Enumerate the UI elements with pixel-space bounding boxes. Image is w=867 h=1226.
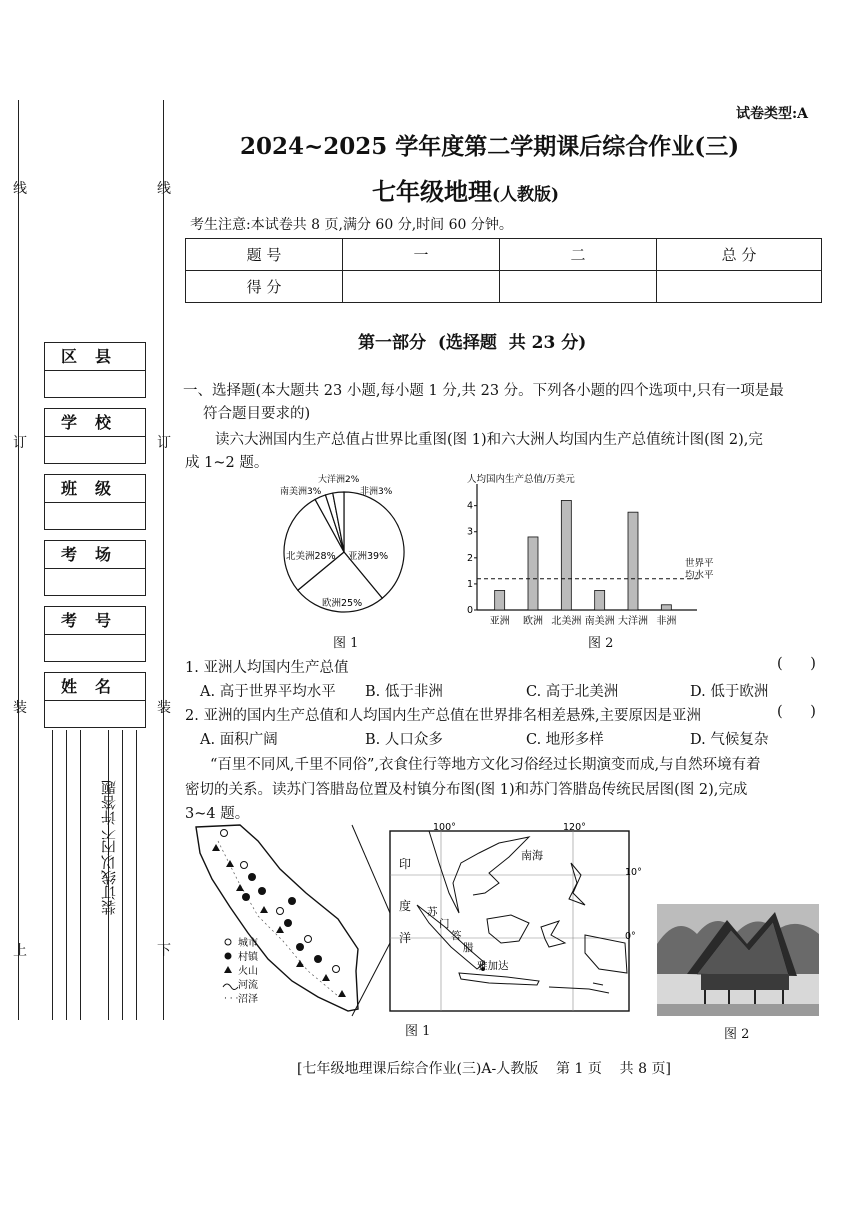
- field-name[interactable]: [44, 672, 146, 728]
- score-table: [185, 238, 822, 303]
- binding-label-inner-1: 线: [157, 181, 171, 197]
- q2-option-d[interactable]: D. 气候复杂: [690, 732, 769, 748]
- section-heading-cont: 符合题目要求的): [203, 406, 311, 422]
- section-heading: 一、选择题(本大题共 23 小题,每小题 1 分,共 23 分。下列各小题的四个选项中,只有一项是最: [183, 383, 784, 399]
- bar: [595, 590, 605, 610]
- field-label: 学校: [45, 409, 145, 437]
- legend-city: 城市: [238, 938, 258, 949]
- legend-village: 村镇: [238, 952, 258, 963]
- bar-category-label: 欧洲: [523, 616, 543, 627]
- map-indian-ocean-1: 印: [399, 857, 412, 871]
- bar: [528, 537, 538, 610]
- intro-q3-4-cont: 密切的关系。读苏门答腊岛位置及村镇分布图(图 1)和苏门答腊岛传统民居图(图 2),完成: [185, 782, 748, 798]
- bar-category-label: 北美洲: [551, 616, 582, 627]
- binding-label-inner-2: 订: [157, 435, 171, 451]
- fig1-label: 图 1: [333, 636, 359, 651]
- subtitle-edition: (人教版): [492, 185, 560, 205]
- intro-q1-2-cont: 成 1~2 题。: [185, 455, 269, 471]
- bar-y-tick-label: 1: [467, 578, 474, 590]
- binding-label-inner-4: 下: [157, 943, 171, 959]
- map-sumatra-3: 答: [451, 930, 462, 942]
- q1-stem: 1. 亚洲人均国内生产总值: [185, 660, 349, 676]
- bar-y-tick-label: 0: [467, 605, 474, 616]
- paper-type: 试卷类型:A: [736, 106, 809, 122]
- intro-q3-4: “百里不同风,千里不同俗”,衣食住行等地方文化习俗经过长期演变而成,与自然环境有着: [210, 757, 761, 773]
- binding-line-outer: [18, 100, 19, 1020]
- ref-line-label-1: 世界平: [685, 558, 714, 569]
- bar: [628, 512, 638, 610]
- binding-label-outer-4: 上: [13, 943, 27, 959]
- score-header-total: 总 分: [657, 239, 822, 271]
- fig2-label: 图 2: [588, 636, 614, 651]
- field-class[interactable]: [44, 474, 146, 530]
- map-lon120: 120°: [563, 822, 586, 833]
- field-exam-room[interactable]: [44, 540, 146, 596]
- legend-volcano: 火山: [238, 966, 258, 977]
- map-indian-ocean-2: 度: [399, 899, 412, 913]
- score-header-2: 二: [500, 239, 657, 271]
- binding-label-outer-3: 装: [13, 700, 27, 716]
- score-row-label: 得 分: [186, 271, 343, 303]
- page-subtitle: [372, 172, 559, 207]
- map-lon100: 100°: [433, 822, 456, 833]
- bar-y-tick-label: 4: [467, 500, 474, 512]
- field-label: 姓名: [45, 673, 145, 701]
- subtitle-main: 七年级地理: [372, 177, 492, 206]
- page-footer: [七年级地理课后综合作业(三)A-人教版 第 1 页 共 8 页]: [297, 1061, 671, 1077]
- map-sumatra-1: 苏: [427, 906, 438, 918]
- score-cell-2[interactable]: [500, 271, 657, 303]
- q1-option-d[interactable]: D. 低于欧洲: [690, 684, 769, 700]
- location-map: [389, 822, 642, 1013]
- q2-answer-paren[interactable]: ( ): [777, 704, 816, 720]
- field-label: 考号: [45, 607, 145, 635]
- binding-label-outer-1: 线: [13, 181, 27, 197]
- field-label: 班级: [45, 475, 145, 503]
- q1-option-a[interactable]: A. 高于世界平均水平: [200, 684, 336, 700]
- q2-option-a[interactable]: A. 面积广阔: [200, 732, 278, 748]
- bar-y-tick-label: 3: [467, 526, 474, 538]
- bar-chart: [455, 470, 725, 630]
- field-exam-number[interactable]: [44, 606, 146, 662]
- q2-option-b[interactable]: B. 人口众多: [365, 732, 443, 748]
- q1-option-b[interactable]: B. 低于非洲: [365, 684, 443, 700]
- bar-category-label: 非洲: [656, 616, 677, 627]
- score-header-number: 题 号: [186, 239, 343, 271]
- bar-category-label: 南美洲: [584, 616, 615, 627]
- pie-label-south-america: 南美洲3%: [280, 487, 322, 497]
- bar: [661, 605, 671, 610]
- intro-q3-4-cont2: 3~4 题。: [185, 806, 250, 822]
- bar-ylabel: 人均国内生产总值/万美元: [467, 474, 575, 485]
- fig3-label: 图 1: [405, 1024, 431, 1039]
- q1-answer-paren[interactable]: ( ): [777, 656, 816, 672]
- bar-category-label: 亚洲: [489, 616, 510, 627]
- binding-label-inner-3: 装: [157, 700, 171, 716]
- pie-label-oceania: 大洋洲2%: [318, 475, 360, 485]
- score-header-1: 一: [343, 239, 500, 271]
- map-south-china-sea: 南海: [521, 849, 543, 862]
- q2-option-c[interactable]: C. 地形多样: [526, 732, 604, 748]
- legend-river: 河流: [238, 980, 258, 991]
- fig4-label: 图 2: [724, 1027, 750, 1042]
- map-lat0: 0°: [625, 931, 636, 942]
- binding-label-outer-2: 订: [13, 435, 27, 451]
- traditional-house-image: [657, 904, 819, 1016]
- field-district[interactable]: [44, 342, 146, 398]
- map-indian-ocean-3: 洋: [399, 931, 412, 945]
- pie-label-north-america: 北美洲28%: [286, 551, 336, 562]
- field-label: 考场: [45, 541, 145, 569]
- pie-label-europe: 欧洲25%: [322, 598, 363, 609]
- ref-line-label-2: 均水平: [685, 570, 714, 581]
- legend-swamp: 沼泽: [238, 994, 258, 1005]
- score-cell-1[interactable]: [343, 271, 500, 303]
- score-cell-total[interactable]: [657, 271, 822, 303]
- field-school[interactable]: [44, 408, 146, 464]
- map-jakarta: 雅加达: [477, 960, 509, 972]
- q1-option-c[interactable]: C. 高于北美洲: [526, 684, 619, 700]
- field-label: 区县: [45, 343, 145, 371]
- map-sumatra-2: 门: [439, 918, 450, 930]
- page-title: 2024~2025 学年度第二学期课后综合作业(三): [240, 133, 740, 160]
- pie-label-africa: 非洲3%: [360, 487, 393, 497]
- map-sumatra-4: 腊: [463, 942, 474, 954]
- binding-stripes: [44, 730, 144, 1020]
- bar-y-tick-label: 2: [467, 552, 474, 564]
- svg-text:· · ·: · · ·: [224, 994, 239, 1004]
- part-title: 第一部分 (选择题 共 23 分): [358, 333, 587, 353]
- bar: [495, 590, 505, 610]
- map-lat10: 10°: [625, 867, 642, 878]
- intro-q1-2: 读六大洲国内生产总值占世界比重图(图 1)和六大洲人均国内生产总值统计图(图 2),完: [215, 432, 763, 448]
- q2-stem: 2. 亚洲的国内生产总值和人均国内生产总值在世界排名相差悬殊,主要原因是亚洲: [185, 708, 702, 724]
- pie-chart: [270, 470, 420, 630]
- bar: [561, 500, 571, 610]
- pie-label-asia: 亚洲39%: [348, 551, 389, 562]
- bar-category-label: 大洋洲: [618, 616, 648, 627]
- exam-notice: 考生注意:本试卷共 8 页,满分 60 分,时间 60 分钟。: [190, 217, 513, 233]
- binding-note: 装订线以内不许答题: [100, 780, 118, 915]
- binding-line-inner: [163, 100, 164, 1020]
